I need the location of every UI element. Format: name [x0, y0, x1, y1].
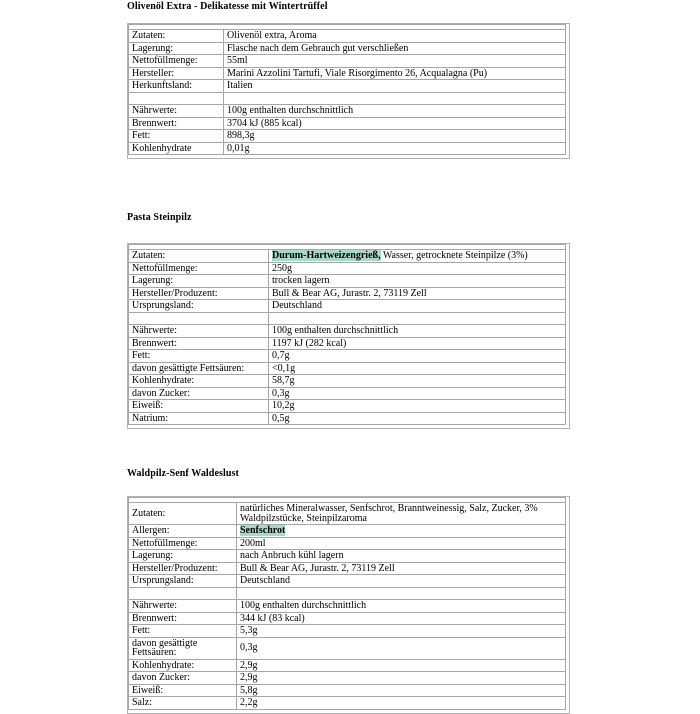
table-row — [129, 275, 566, 288]
row-value — [269, 262, 566, 275]
row-label: Herkunftsland: — [129, 80, 224, 93]
row-value — [237, 525, 566, 538]
row-value — [224, 142, 566, 155]
table-row — [129, 55, 566, 68]
row-value — [224, 92, 566, 105]
table-row — [129, 42, 566, 55]
row-value — [269, 400, 566, 413]
row-value — [224, 67, 566, 80]
value-text: 200ml — [240, 537, 266, 549]
value-text: Olivenöl extra, Aroma — [227, 30, 317, 41]
row-label: davon gesättigte Fettsäuren: — [129, 637, 237, 659]
row-label: Salz: — [129, 697, 237, 710]
value-text: 10,2g — [272, 400, 295, 411]
table-row — [129, 362, 566, 375]
value-text: <0,1g — [272, 362, 296, 374]
row-label: Brennwert: — [129, 337, 269, 350]
row-value — [237, 625, 566, 638]
row-label: Brennwert: — [129, 612, 237, 625]
row-value — [237, 612, 566, 625]
row-label: Fett: — [129, 625, 237, 638]
table-row — [129, 375, 566, 388]
value-text: natürliches Mineralwasser, Senfschrot, Branntweinessig, Salz, Zucker, 3% Waldpilzstücke, Steinpilzaroma — [240, 503, 538, 524]
row-label: Eiweiß: — [129, 684, 237, 697]
row-label: Nährwerte: — [129, 105, 224, 118]
row-value — [224, 130, 566, 143]
product-title: Olivenöl Extra - Delikatesse mit Wintertrüffel — [127, 1, 328, 12]
table-row — [129, 262, 566, 275]
row-label: Kohlenhydrate: — [129, 659, 237, 672]
table-row — [129, 80, 566, 93]
product-title: Waldpilz-Senf Waldeslust — [127, 468, 239, 479]
highlighted-value-text: Senfschrot — [240, 525, 286, 536]
page-content — [127, 0, 570, 714]
row-label: Brennwert: — [129, 117, 224, 130]
product-info-table — [128, 497, 566, 710]
row-label: Fett: — [129, 130, 224, 143]
product-section — [127, 2, 570, 159]
value-text: 0,5g — [272, 412, 290, 424]
row-label: Eiweiß: — [129, 400, 269, 413]
value-text: 898,3g — [227, 130, 255, 141]
row-value — [237, 550, 566, 563]
spacer-row — [129, 312, 566, 325]
row-label: Fett: — [129, 350, 269, 363]
row-value — [269, 287, 566, 300]
value-text: 58,7g — [272, 375, 295, 386]
row-value — [269, 312, 566, 325]
row-value — [237, 537, 566, 550]
value-text: trocken lagern — [272, 275, 330, 286]
highlighted-value-text: Durum-Hartweizengrieß, — [272, 250, 381, 261]
product-info-table — [128, 24, 566, 155]
table-row — [129, 400, 566, 413]
table-row — [129, 697, 566, 710]
value-text: 0,7g — [272, 350, 290, 361]
value-text: 5,3g — [240, 625, 258, 636]
row-value — [269, 387, 566, 400]
row-value — [237, 659, 566, 672]
row-value — [269, 412, 566, 425]
value-text: 100g enthalten durchschnittlich — [272, 325, 399, 336]
table-row — [129, 550, 566, 563]
value-text: 55ml — [227, 55, 248, 66]
table-row — [129, 612, 566, 625]
row-label: Ursprungsland: — [129, 575, 237, 588]
row-value — [269, 337, 566, 350]
table-row — [129, 637, 566, 659]
row-value — [269, 325, 566, 338]
table-row — [129, 350, 566, 363]
row-label — [129, 312, 269, 325]
row-value — [237, 587, 566, 600]
table-row — [129, 67, 566, 80]
value-text: 2,9g — [240, 672, 258, 683]
product-title: Pasta Steinpilz — [127, 212, 192, 223]
table-row — [129, 105, 566, 118]
value-text: Bull & Bear AG, Jurastr. 2, 73119 Zell — [272, 287, 427, 299]
table-row — [129, 562, 566, 575]
row-value — [269, 350, 566, 363]
table-row — [129, 672, 566, 685]
row-label: Nährwerte: — [129, 600, 237, 613]
table-row — [129, 600, 566, 613]
row-value — [269, 362, 566, 375]
product-info-table — [128, 244, 566, 425]
value-text: nach Anbruch kühl lagern — [240, 550, 344, 561]
row-value — [224, 42, 566, 55]
row-value — [237, 600, 566, 613]
row-value — [224, 80, 566, 93]
row-label: Nettofüllmenge: — [129, 262, 269, 275]
row-label: Nettofüllmenge: — [129, 537, 237, 550]
row-value — [269, 275, 566, 288]
row-value — [224, 117, 566, 130]
table-row — [129, 412, 566, 425]
table-row — [129, 525, 566, 538]
table-row — [129, 300, 566, 313]
row-label: Lagerung: — [129, 42, 224, 55]
product-info-table-border — [127, 23, 570, 159]
row-value — [269, 300, 566, 313]
spacer-row — [129, 587, 566, 600]
value-text: 1197 kJ (282 kcal) — [272, 337, 347, 349]
row-label: Zutaten: — [129, 503, 237, 525]
row-label: Ursprungsland: — [129, 300, 269, 313]
value-text: 3704 kJ (885 kcal) — [227, 117, 302, 129]
table-row — [129, 575, 566, 588]
row-label: davon Zucker: — [129, 672, 237, 685]
row-label: Zutaten: — [129, 250, 269, 263]
value-text: 0,3g — [272, 387, 290, 399]
row-value — [237, 684, 566, 697]
value-text: 0,01g — [227, 142, 250, 154]
table-row — [129, 30, 566, 43]
row-value — [224, 55, 566, 68]
row-label: Allergen: — [129, 525, 237, 538]
product-info-table-border — [127, 243, 570, 429]
row-label: Nährwerte: — [129, 325, 269, 338]
row-label: Lagerung: — [129, 550, 237, 563]
table-row — [129, 287, 566, 300]
row-label — [129, 92, 224, 105]
table-row — [129, 625, 566, 638]
row-value — [237, 575, 566, 588]
table-row — [129, 142, 566, 155]
product-section — [127, 213, 570, 429]
row-label: Zutaten: — [129, 30, 224, 43]
row-label: Hersteller: — [129, 67, 224, 80]
spacer-row — [129, 92, 566, 105]
value-text: Deutschland — [240, 575, 290, 586]
table-row — [129, 130, 566, 143]
value-text: Wasser, getrocknete Steinpilze (3%) — [380, 250, 528, 261]
row-label — [129, 587, 237, 600]
row-value — [224, 105, 566, 118]
row-label: davon Zucker: — [129, 387, 269, 400]
row-label: Kohlenhydrate — [129, 142, 224, 155]
row-value — [237, 672, 566, 685]
value-text: Marini Azzolini Tartufi, Viale Risorgimento 26, Acqualagna (Pu) — [227, 67, 488, 79]
row-label: Hersteller/Produzent: — [129, 562, 237, 575]
row-label: davon gesättigte Fettsäuren: — [129, 362, 269, 375]
table-row — [129, 117, 566, 130]
row-value — [269, 375, 566, 388]
value-text: 100g enthalten durchschnittlich — [227, 105, 354, 116]
row-value — [224, 30, 566, 43]
row-label: Lagerung: — [129, 275, 269, 288]
value-text: 2,9g — [240, 659, 258, 671]
row-label: Natrium: — [129, 412, 269, 425]
table-row — [129, 537, 566, 550]
table-row — [129, 503, 566, 525]
row-label: Nettofüllmenge: — [129, 55, 224, 68]
table-row — [129, 325, 566, 338]
value-text: Bull & Bear AG, Jurastr. 2, 73119 Zell — [240, 562, 395, 574]
product-section — [127, 469, 570, 714]
row-label: Kohlenhydrate: — [129, 375, 269, 388]
value-text: Deutschland — [272, 300, 322, 311]
row-value — [237, 697, 566, 710]
value-text: 100g enthalten durchschnittlich — [240, 600, 367, 611]
value-text: 5,8g — [240, 684, 258, 696]
row-value — [237, 562, 566, 575]
row-value — [269, 250, 566, 263]
value-text: 0,3g — [240, 642, 258, 654]
product-info-table-border — [127, 496, 570, 714]
table-row — [129, 659, 566, 672]
value-text: 2,2g — [240, 697, 258, 708]
row-label: Hersteller/Produzent: — [129, 287, 269, 300]
table-row — [129, 387, 566, 400]
table-row — [129, 337, 566, 350]
value-text: 344 kJ (83 kcal) — [240, 612, 305, 624]
row-value — [237, 637, 566, 659]
value-text: Flasche nach dem Gebrauch gut verschließen — [227, 42, 409, 54]
value-text: 250g — [272, 262, 292, 274]
table-row — [129, 250, 566, 263]
table-row — [129, 684, 566, 697]
row-value — [237, 503, 566, 525]
value-text: Italien — [227, 80, 253, 91]
